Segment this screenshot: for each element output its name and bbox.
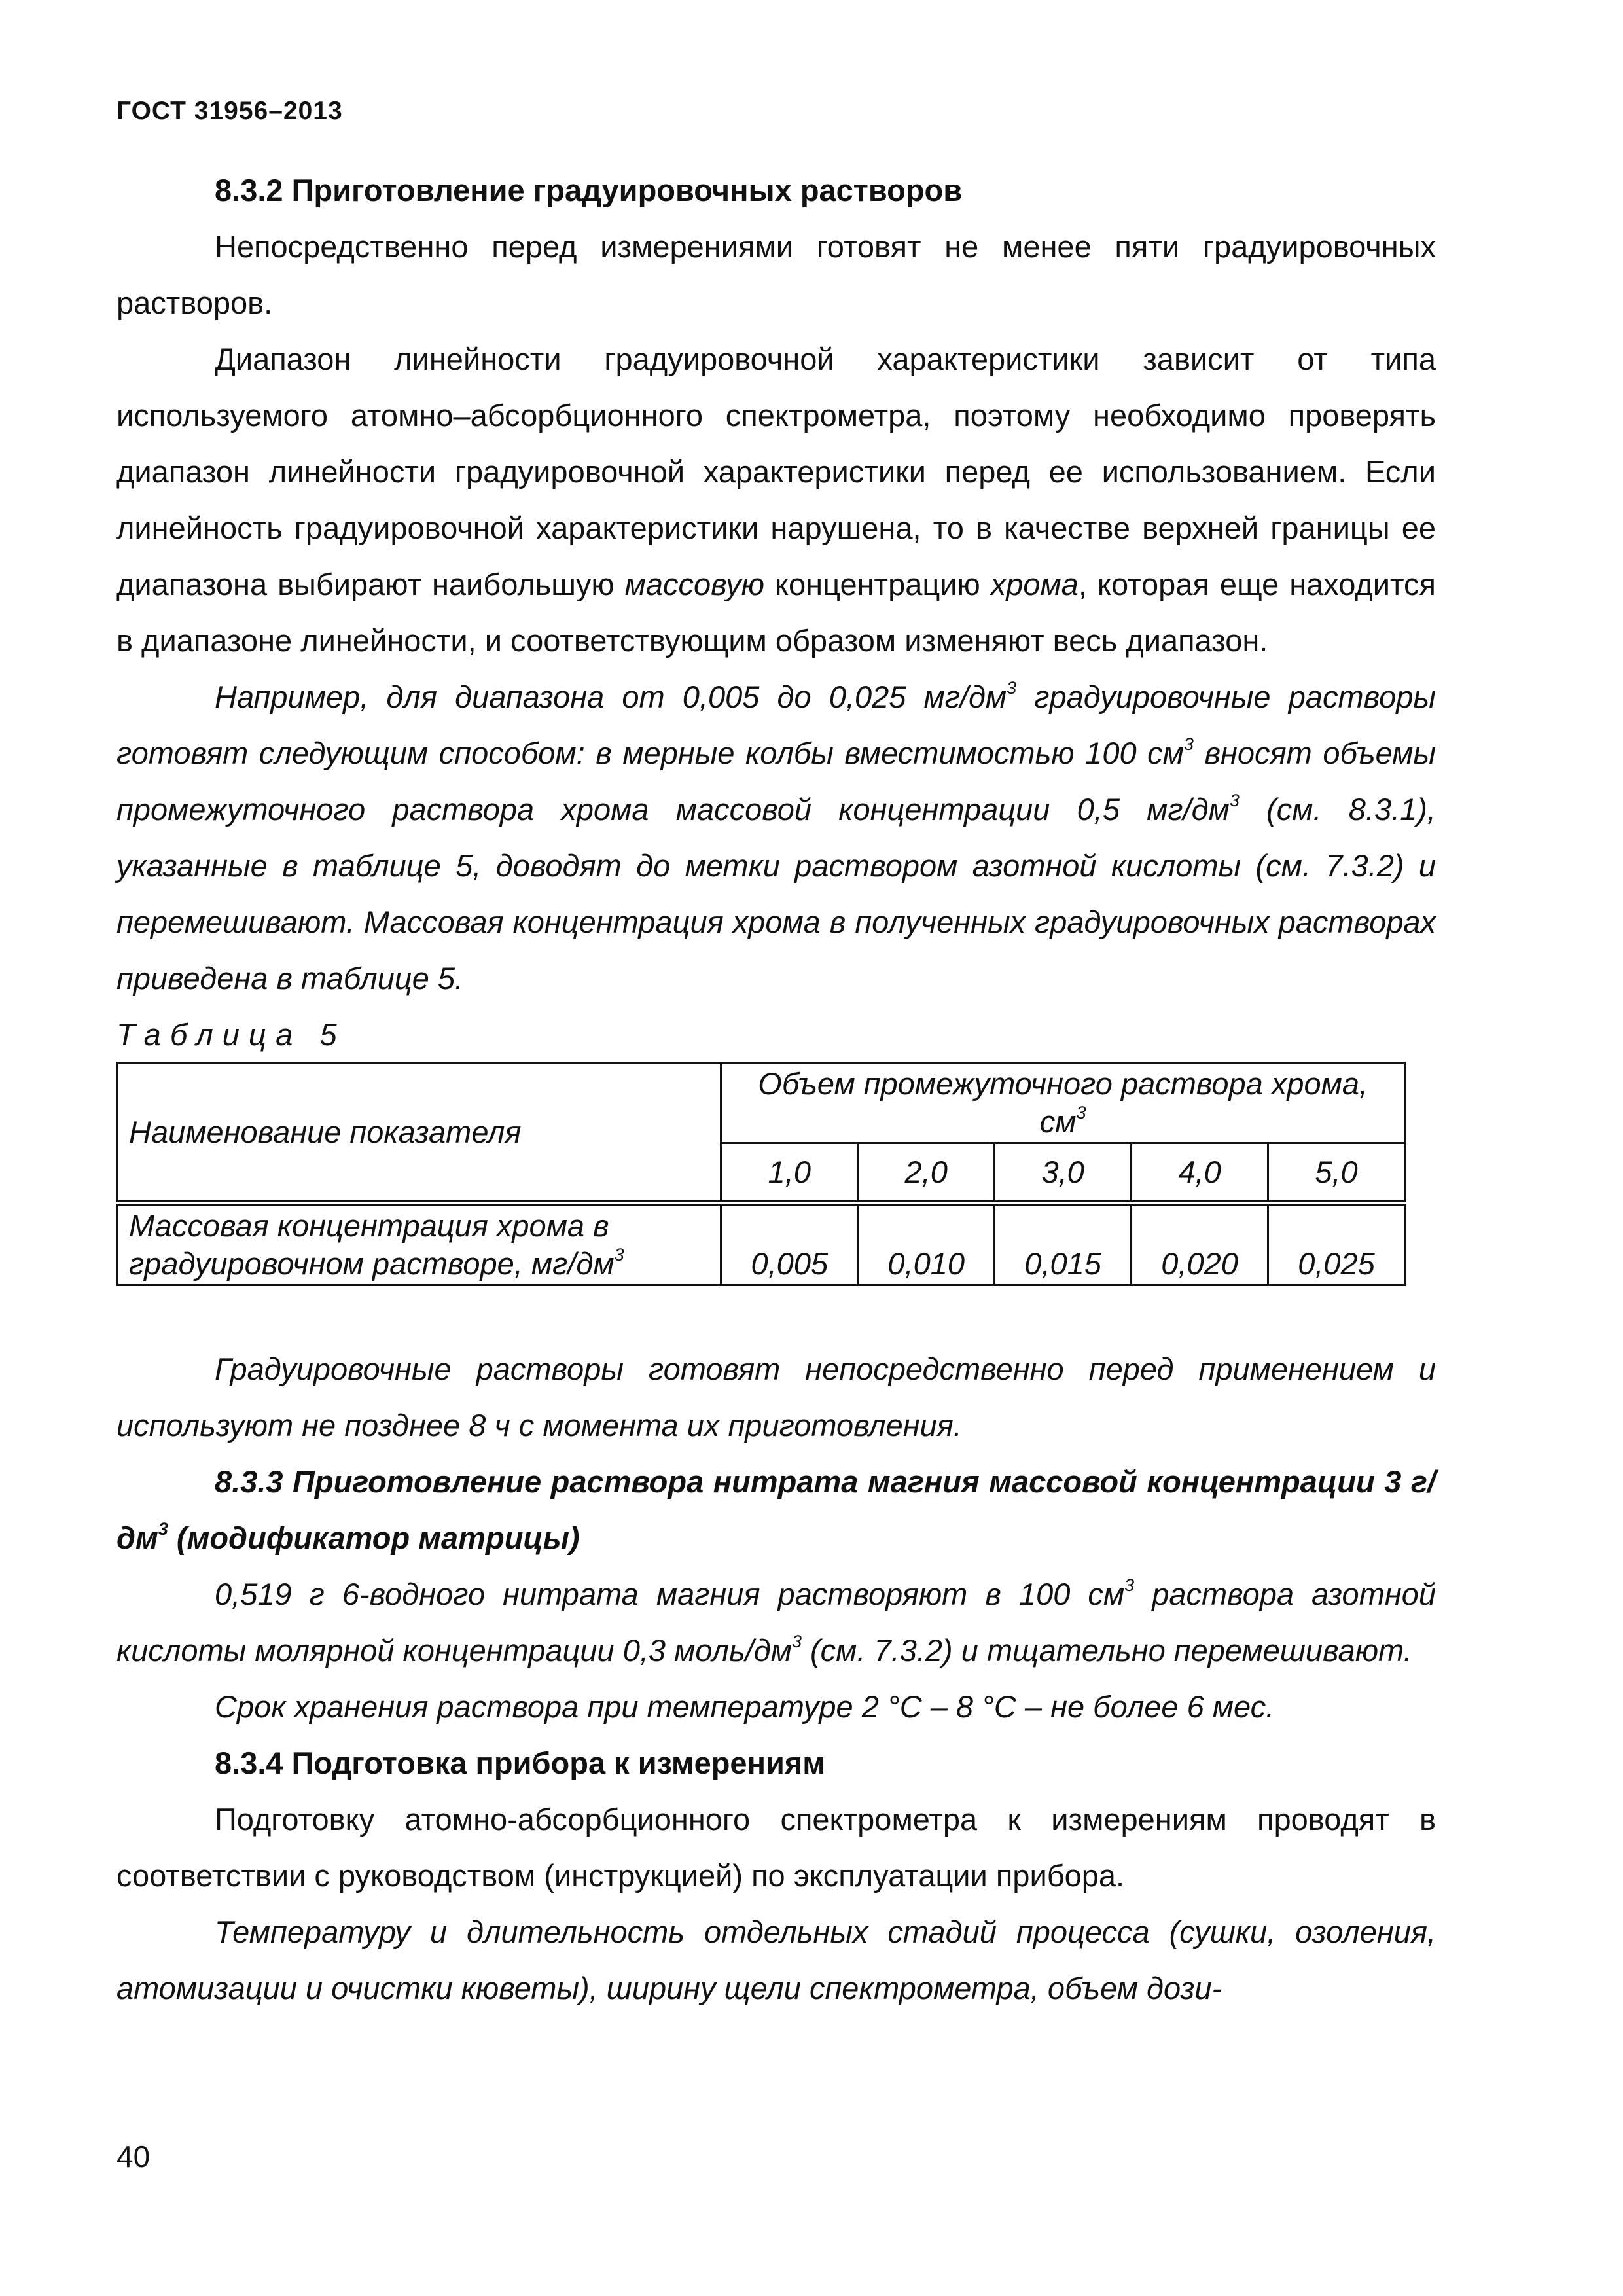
paragraph-2-text-c: концентрацию	[764, 567, 991, 601]
paragraph-2	[116, 331, 1436, 669]
table-header-row	[118, 1063, 1405, 1143]
paragraph-5-text-b: раствора азотной кислоты молярной концентрации 0,3 моль/дм	[116, 1577, 1436, 1668]
paragraph-8: Температуру и длительность отдельных стадий процесса (сушки, озоления, атомизации и очистки кюветы), ширину щели спектрометра, объем дози-	[116, 1914, 1436, 2005]
superscript-3: 3	[791, 1632, 802, 1651]
paragraph-3-text-b: градуировочные растворы готовят следующим способом: в мерные колбы вместимостью 100 см	[116, 679, 1436, 770]
row-label-line-2: градуировочном растворе, мг/дм	[129, 1246, 615, 1281]
column-group-header-text: Объем промежуточного раствора хрома, см	[758, 1066, 1368, 1139]
superscript-3: 3	[614, 1245, 624, 1265]
paragraph-5-text-c: (см. 7.3.2) и тщательно перемешивают.	[801, 1633, 1412, 1668]
page-number: 40	[116, 2140, 151, 2174]
superscript-3: 3	[1124, 1575, 1135, 1595]
volume-cell: 4,0	[1132, 1143, 1268, 1204]
paragraph-2-italic-mass: массовую	[624, 567, 764, 601]
superscript-3: 3	[1007, 678, 1017, 698]
concentration-cell: 0,010	[858, 1203, 995, 1285]
paragraph-5-text-a: 0,519 г 6-водного нитрата магния растворяют в 100 см	[215, 1577, 1125, 1611]
row-label-line-1: Массовая концентрация хрома в	[129, 1208, 609, 1243]
paragraph-4: Градуировочные растворы готовят непосредственно перед применением и используют не позднее 8 ч с момента их приготовления.	[116, 1352, 1436, 1443]
paragraph-2-text-e: , которая еще находится в диапазоне линейности, и соответствующим образом изменяют весь диапазон.	[116, 567, 1436, 658]
paragraph-2-text-a: Диапазон линейности градуировочной характеристики зависит от типа используемого атомно–абсорбционного спектрометра, поэтому необходимо проверять диапазон линейности градуировочной характеристики перед ее использованием. Если линейность градуировочной характеристики нарушена, то в качестве верхней границы ее диапазона выбирают наибольшую	[116, 342, 1436, 601]
concentration-cell: 0,015	[995, 1203, 1132, 1285]
section-heading-8-3-3	[116, 1454, 1436, 1566]
paragraph-3-example	[116, 669, 1436, 1007]
spacer	[116, 1286, 1436, 1341]
document-body	[116, 162, 1436, 2017]
superscript-3: 3	[158, 1519, 168, 1539]
paragraph-1: Непосредственно перед измерениями готовят не менее пяти градуировочных растворов.	[116, 229, 1436, 320]
volume-cell: 5,0	[1268, 1143, 1405, 1204]
concentration-cell: 0,005	[721, 1203, 858, 1285]
table-row-header: Наименование показателя	[118, 1063, 721, 1204]
section-heading-8-3-2: 8.3.2 Приготовление градуировочных растворов	[215, 173, 963, 207]
superscript-3: 3	[1076, 1103, 1086, 1122]
section-heading-8-3-4: 8.3.4 Подготовка прибора к измерениям	[215, 1746, 826, 1780]
paragraph-7: Подготовку атомно-абсорбционного спектрометра к измерениям проводят в соответствии с руководством (инструкцией) по эксплуатации прибора.	[116, 1802, 1436, 1893]
volume-cell: 3,0	[995, 1143, 1132, 1204]
table-5-caption: Таблица 5	[116, 1017, 346, 1052]
concentration-row-label	[118, 1203, 721, 1285]
paragraph-5	[116, 1566, 1436, 1679]
heading-8-3-3-text-a: 8.3.3 Приготовление раствора нитрата магния массовой концентрации 3 г/дм	[116, 1464, 1436, 1555]
concentration-cell: 0,025	[1268, 1203, 1405, 1285]
paragraph-3-text-d: (см. 8.3.1), указанные в таблице 5, доводят до метки раствором азотной кислоты (см. 7.3.2) и перемешивают. Массовая концентрация хрома в полученных градуировочных растворах приведена в таблице 5.	[116, 792, 1436, 996]
table-column-group-header	[721, 1063, 1405, 1143]
superscript-3: 3	[1229, 791, 1240, 810]
paragraph-3-text-c: вносят объемы промежуточного раствора хрома массовой концентрации 0,5 мг/дм	[116, 736, 1436, 827]
concentration-cell: 0,020	[1132, 1203, 1268, 1285]
paragraph-3-text-a: Например, для диапазона от 0,005 до 0,025 мг/дм	[215, 679, 1007, 714]
superscript-3: 3	[1183, 734, 1194, 754]
paragraph-2-italic-chromium: хрома	[990, 567, 1079, 601]
volume-cell: 1,0	[721, 1143, 858, 1204]
table-concentration-row	[118, 1203, 1405, 1285]
paragraph-6: Срок хранения раствора при температуре 2 °С – 8 °С – не более 6 мес.	[215, 1689, 1275, 1724]
document-header: ГОСТ 31956–2013	[116, 97, 343, 125]
volume-cell: 2,0	[858, 1143, 995, 1204]
table-5	[116, 1062, 1406, 1286]
heading-8-3-3-text-b: (модификатор матрицы)	[168, 1520, 580, 1555]
